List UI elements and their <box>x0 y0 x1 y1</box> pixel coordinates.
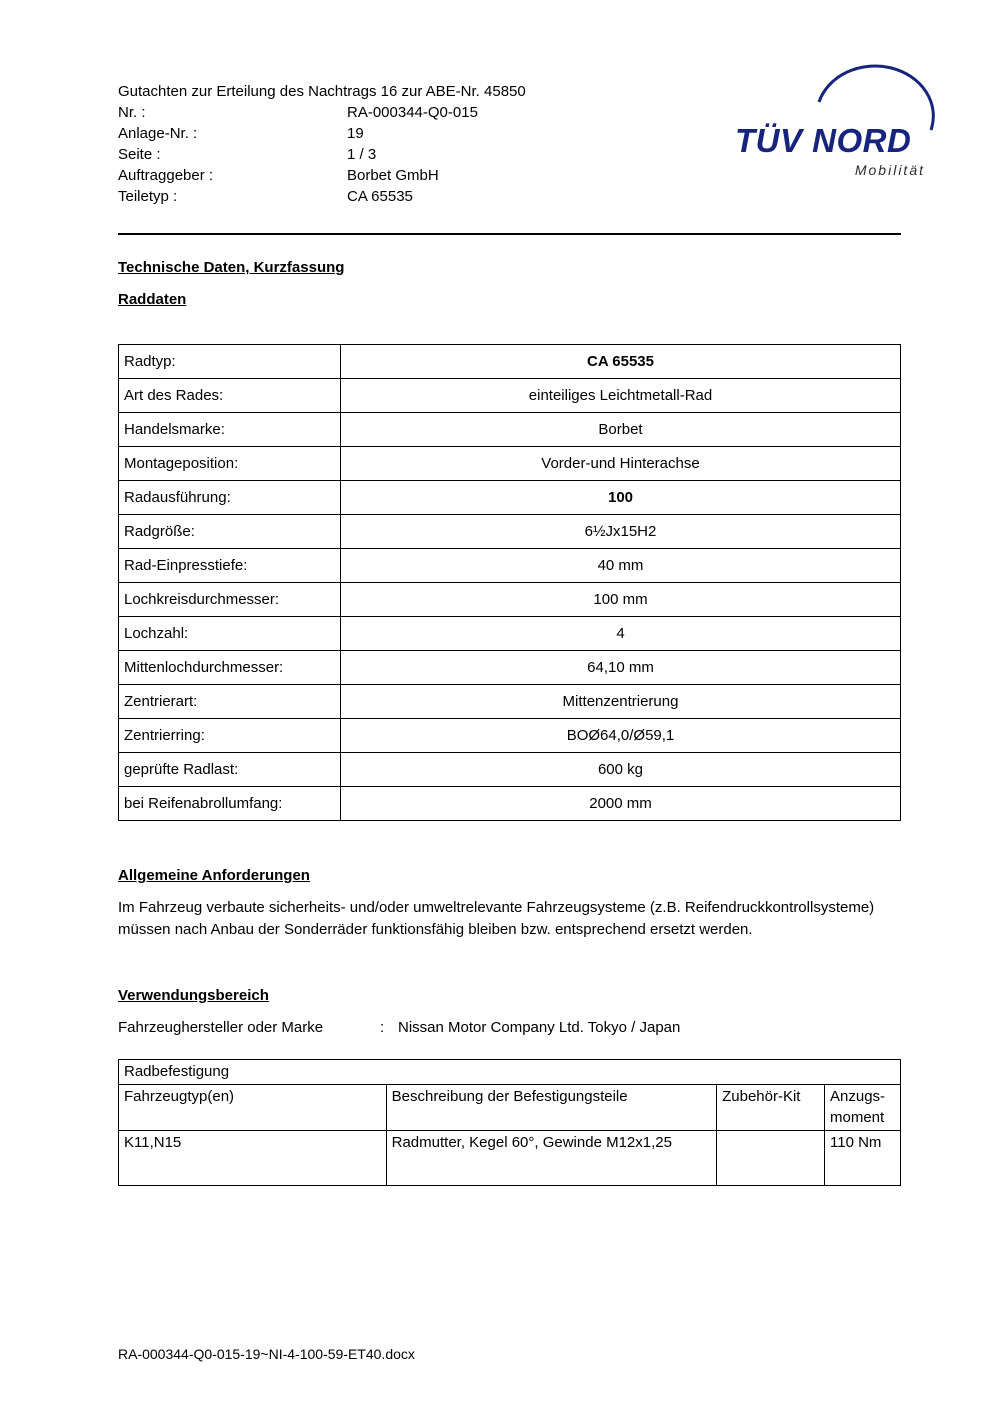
table-row <box>119 583 901 617</box>
section-heading-raddaten: Raddaten <box>118 291 187 308</box>
column-header-fahrzeugtyp: Fahrzeugtyp(en) <box>119 1085 387 1131</box>
row-value: 40 mm <box>341 549 901 583</box>
table-row <box>119 617 901 651</box>
field-value: 1 / 3 <box>347 146 377 163</box>
table-row <box>119 447 901 481</box>
fahrzeughersteller-label: Fahrzeughersteller oder Marke <box>118 1019 324 1036</box>
table-row <box>119 481 901 515</box>
cell-fahrzeugtyp: K11,N15 <box>119 1131 387 1186</box>
table-caption-row <box>119 1060 901 1085</box>
section-heading-allgemeine-anforderungen: Allgemeine Anforderungen <box>118 867 310 884</box>
fahrzeughersteller-separator: : <box>380 1019 385 1036</box>
document-title: Gutachten zur Erteilung des Nachtrags 16 zur ABE-Nr. 45850 <box>118 83 526 100</box>
row-value: 100 mm <box>341 583 901 617</box>
section-heading-verwendungsbereich: Verwendungsbereich <box>118 987 269 1004</box>
document-header <box>118 81 901 207</box>
row-label: Zentrierart: <box>119 685 341 719</box>
row-value: 6½Jx15H2 <box>341 515 901 549</box>
row-label: Radgröße: <box>119 515 341 549</box>
row-label: Radausführung: <box>119 481 341 515</box>
row-value: einteiliges Leichtmetall-Rad <box>341 379 901 413</box>
cell-beschreibung: Radmutter, Kegel 60°, Gewinde M12x1,25 <box>386 1131 716 1186</box>
row-label: Montageposition: <box>119 447 341 481</box>
row-label: Zentrierring: <box>119 719 341 753</box>
table-row <box>119 753 901 787</box>
column-header-anzugsmoment: Anzugs-moment <box>825 1085 901 1131</box>
allgemeine-anforderungen-text: Im Fahrzeug verbaute sicherheits- und/oder umweltrelevante Fahrzeugsysteme (z.B. Reifendruckkontrollsysteme) müssen nach Anbau der Sonderräder funktionsfähig bleiben bzw. entsprechend ersetzt werden. <box>118 899 875 938</box>
row-value: 100 <box>341 481 901 515</box>
cell-anzugsmoment: 110 Nm <box>825 1131 901 1186</box>
row-label: Mittenlochdurchmesser: <box>119 651 341 685</box>
radbefestigung-table <box>118 1059 901 1186</box>
row-label: bei Reifenabrollumfang: <box>119 787 341 821</box>
row-value: Mittenzentrierung <box>341 685 901 719</box>
field-value: Borbet GmbH <box>347 167 439 184</box>
row-value: BOØ64,0/Ø59,1 <box>341 719 901 753</box>
table-row <box>119 787 901 821</box>
field-label: Teiletyp : <box>118 188 178 205</box>
row-label: Lochzahl: <box>119 617 341 651</box>
field-value: CA 65535 <box>347 188 413 205</box>
table-row <box>119 413 901 447</box>
header-fields <box>118 102 901 207</box>
row-label: geprüfte Radlast: <box>119 753 341 787</box>
fahrzeughersteller-value: Nissan Motor Company Ltd. Tokyo / Japan <box>398 1019 681 1036</box>
logo-subtitle: Mobilität <box>854 162 925 178</box>
field-label: Nr. : <box>118 104 146 121</box>
section-heading-technische-daten: Technische Daten, Kurzfassung <box>118 259 345 276</box>
row-value: Borbet <box>341 413 901 447</box>
header-divider <box>118 233 901 235</box>
table-row <box>119 515 901 549</box>
row-value: 600 kg <box>341 753 901 787</box>
row-label: Rad-Einpresstiefe: <box>119 549 341 583</box>
row-label: Art des Rades: <box>119 379 341 413</box>
row-value: 64,10 mm <box>341 651 901 685</box>
row-label: Lochkreisdurchmesser: <box>119 583 341 617</box>
footer-filename: RA-000344-Q0-015-19~NI-4-100-59-ET40.docx <box>118 1346 415 1362</box>
row-label: Radtyp: <box>119 345 341 379</box>
row-value: Vorder-und Hinterachse <box>341 447 901 481</box>
column-header-zubehoer-kit: Zubehör-Kit <box>717 1085 825 1131</box>
table-row <box>119 719 901 753</box>
table-row <box>119 549 901 583</box>
field-label: Seite : <box>118 146 161 163</box>
logo-brand-text: TÜV NORD <box>735 122 912 159</box>
cell-zubehoer-kit <box>717 1131 825 1186</box>
table-header-row <box>119 1085 901 1131</box>
table-row <box>119 651 901 685</box>
table-row <box>119 1131 901 1186</box>
row-label: Handelsmarke: <box>119 413 341 447</box>
row-value: CA 65535 <box>341 345 901 379</box>
field-label: Anlage-Nr. : <box>118 125 198 142</box>
row-value: 2000 mm <box>341 787 901 821</box>
fahrzeughersteller-line <box>118 1019 901 1036</box>
raddaten-table <box>118 344 901 821</box>
table-caption: Radbefestigung <box>119 1060 901 1085</box>
field-value: RA-000344-Q0-015 <box>347 104 478 121</box>
table-row <box>119 685 901 719</box>
column-header-beschreibung: Beschreibung der Befestigungsteile <box>386 1085 716 1131</box>
field-value: 19 <box>347 125 364 142</box>
field-label: Auftraggeber : <box>118 167 214 184</box>
row-value: 4 <box>341 617 901 651</box>
table-row <box>119 345 901 379</box>
table-row <box>119 379 901 413</box>
